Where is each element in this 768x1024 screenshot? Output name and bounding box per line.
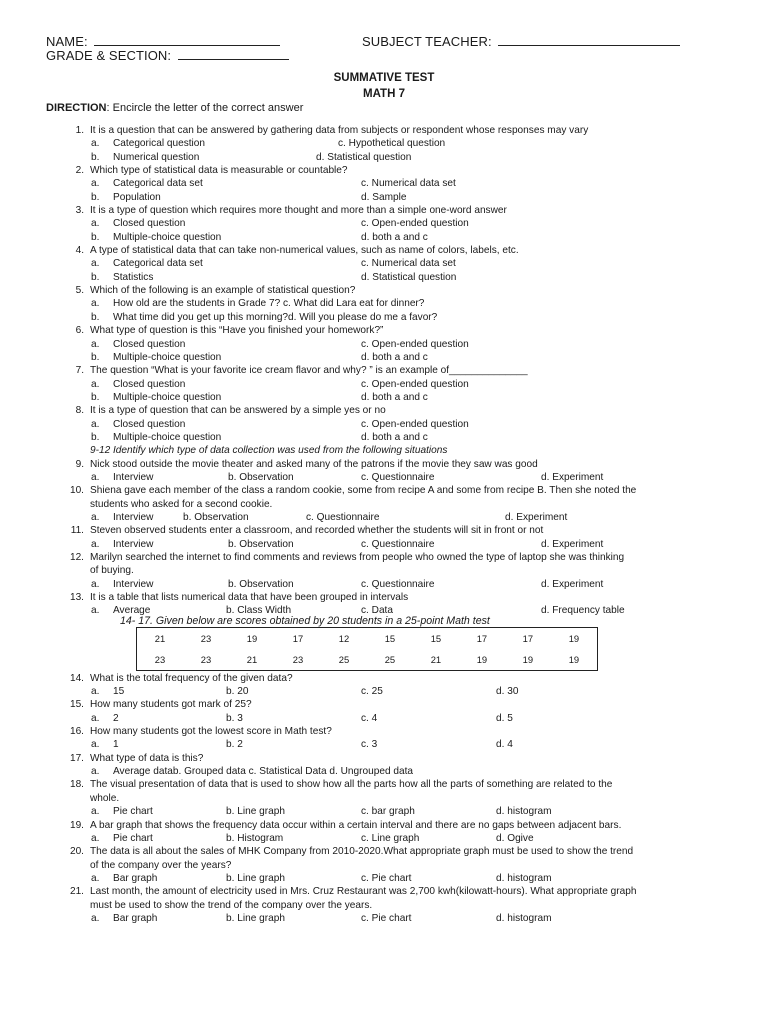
answer-choice[interactable]: b. — [91, 231, 100, 243]
answer-choice[interactable]: Interview — [113, 578, 154, 590]
question-text: of the company over the years? — [90, 859, 232, 871]
question-text-continued — [0, 564, 768, 577]
score-cell: 19 — [568, 653, 580, 665]
answer-choice[interactable]: d. Experiment — [505, 511, 568, 523]
score-cell: 23 — [200, 653, 212, 665]
question-text: What type of data is this? — [90, 752, 204, 764]
answer-choice[interactable]: a. — [91, 578, 100, 590]
score-cell: 21 — [154, 632, 166, 644]
answer-choice[interactable]: b. Observation — [183, 511, 249, 523]
answer-choice[interactable]: d. Ogive — [496, 832, 534, 844]
scores-row — [137, 627, 598, 649]
answer-choice[interactable]: a. — [91, 471, 100, 483]
scores-row — [137, 649, 598, 671]
test-title: SUMMATIVE TEST — [333, 72, 435, 84]
answer-choice[interactable]: a. — [91, 218, 100, 230]
answer-choice[interactable]: d. Experiment — [541, 538, 604, 550]
question-text: It is a type of question which requires more thought and more than a simple one-word answer — [90, 205, 507, 217]
answer-choice[interactable]: Bar graph — [113, 872, 158, 884]
answer-choice[interactable]: d. 4 — [496, 739, 513, 751]
question-text: It is a question that can be answered by gathering data from subjects or respondent whose responses may vary — [90, 125, 589, 136]
answer-choice[interactable]: a. — [91, 138, 100, 150]
choices-line — [0, 311, 768, 324]
question-line — [0, 672, 768, 685]
answer-choice[interactable]: Closed question — [113, 418, 186, 430]
direction-label: DIRECTION — [46, 102, 107, 114]
question-text: A type of statistical data that can take non-numerical values, such as name of colors, labels, etc. — [90, 245, 519, 257]
grade-section-blank[interactable] — [178, 47, 289, 60]
answer-choice[interactable]: a. — [91, 806, 100, 818]
question-number: 15. — [69, 699, 84, 711]
question-line — [0, 324, 768, 337]
question-number: 14. — [69, 672, 84, 684]
name-blank[interactable] — [94, 33, 280, 46]
question-text: What type of question is this “Have you finished your homework?” — [90, 325, 384, 337]
teacher-label: SUBJECT TEACHER: — [362, 34, 492, 49]
question-text-continued — [0, 859, 768, 872]
score-cell: 21 — [246, 653, 258, 665]
answer-choice[interactable]: Categorical question — [113, 138, 206, 150]
answer-choice[interactable]: Bar graph — [113, 912, 158, 924]
question-number: 1. — [75, 125, 84, 136]
choices-line — [0, 271, 768, 284]
choices-line — [0, 738, 768, 751]
answer-choice[interactable]: b. — [91, 151, 100, 163]
question-text: How many students got mark of 25? — [90, 699, 252, 711]
choices-line — [0, 511, 768, 524]
question-number: 13. — [69, 592, 84, 604]
score-cell: 23 — [200, 632, 212, 644]
question-text: of buying. — [90, 565, 134, 577]
answer-choice[interactable]: Categorical data set — [113, 258, 203, 270]
answer-choice[interactable]: b. — [91, 191, 100, 203]
answer-choice[interactable]: Closed question — [113, 338, 186, 350]
choices-line — [0, 151, 768, 164]
answer-choice[interactable]: c. 3 — [361, 739, 378, 751]
answer-choice[interactable]: b. Line graph — [226, 806, 285, 818]
answer-choice[interactable]: b. — [91, 351, 100, 363]
answer-choice[interactable]: a. — [91, 872, 100, 884]
choices-line — [0, 805, 768, 818]
question-number: 19. — [69, 819, 84, 831]
choices-line — [0, 191, 768, 204]
direction-text: : Encircle the letter of the correct answer — [106, 102, 304, 114]
choices-line — [0, 685, 768, 698]
question-number: 18. — [69, 779, 84, 791]
score-cell: 17 — [292, 632, 304, 644]
scores-table-title: 14- 17. Given below are scores obtained by 20 students in a 25-point Math test — [120, 614, 490, 627]
score-cell: 19 — [522, 653, 534, 665]
grade-section-label: GRADE & SECTION: — [46, 48, 172, 63]
question-text: whole. — [90, 792, 120, 804]
answer-choice[interactable]: c. Line graph — [361, 832, 420, 844]
answer-choice[interactable]: Closed question — [113, 218, 186, 230]
answer-choice[interactable]: d. 30 — [496, 686, 519, 698]
answer-choice[interactable]: a. — [91, 832, 100, 844]
question-line — [0, 778, 768, 791]
question-number: 21. — [69, 886, 84, 898]
question-line — [0, 404, 768, 417]
teacher-blank[interactable] — [498, 33, 680, 46]
answer-choice[interactable]: c. Questionnaire — [306, 511, 380, 523]
answer-choice[interactable]: d. Statistical question — [316, 151, 412, 163]
question-text: Shiena gave each member of the class a random cookie, some from recipe A and some from recipe B. Then she noted the — [90, 485, 637, 497]
question-text: Nick stood outside the movie theater and asked many of the patrons if the movie they saw was good — [90, 458, 538, 470]
answer-choice[interactable]: 2 — [113, 712, 119, 724]
answer-choice[interactable]: Interview — [113, 471, 154, 483]
grade-section-field — [46, 47, 289, 63]
choices-line — [0, 338, 768, 351]
answer-choice[interactable]: Multiple-choice question — [113, 391, 222, 403]
question-line — [0, 124, 768, 137]
choices-line — [0, 832, 768, 845]
answer-choice[interactable]: d. both a and c — [361, 431, 428, 443]
answer-choice[interactable]: b. 3 — [226, 712, 243, 724]
answer-choice[interactable]: 1 — [113, 739, 119, 751]
section-instruction — [0, 444, 768, 457]
choices-line — [0, 378, 768, 391]
answer-choice[interactable]: b. Histogram — [226, 832, 284, 844]
question-number: 17. — [69, 752, 84, 764]
choices-line — [0, 231, 768, 244]
answer-choice[interactable]: a. — [91, 605, 100, 617]
answer-choice[interactable]: d. both a and c — [361, 231, 428, 243]
answer-choice[interactable]: d. Frequency table — [541, 605, 625, 617]
answer-choice[interactable]: c. bar graph — [361, 806, 415, 818]
answer-choice[interactable]: b. Observation — [228, 578, 294, 590]
answer-choice[interactable]: Multiple-choice question — [113, 351, 222, 363]
answer-choice[interactable]: a. — [91, 511, 100, 523]
question-number: 12. — [69, 552, 84, 563]
question-text: Last month, the amount of electricity used in Mrs. Cruz Restaurant was 2,700 kwh(kilowatt-hours). What appropriate graph — [90, 886, 637, 898]
answer-choice[interactable]: c. Data — [361, 605, 393, 617]
answer-choice[interactable]: d. histogram — [496, 806, 552, 818]
answer-choice[interactable]: Average datab. Grouped data c. Statistical Data d. Ungrouped data — [113, 766, 414, 778]
answer-choice[interactable]: c. Pie chart — [361, 872, 412, 884]
answer-choice[interactable]: d. both a and c — [361, 351, 428, 363]
answer-choice[interactable]: c. Open-ended question — [361, 218, 469, 230]
answer-choice[interactable]: a. — [91, 766, 100, 778]
answer-choice[interactable]: b. Class Width — [226, 605, 292, 617]
question-text: students who asked for a second cookie. — [90, 498, 273, 510]
answer-choice[interactable]: Interview — [113, 538, 154, 550]
question-text-continued — [0, 498, 768, 511]
answer-choice[interactable]: What time did you get up this morning?d. Will you please do me a favor? — [113, 311, 438, 323]
score-cell: 19 — [476, 653, 488, 665]
question-line — [0, 845, 768, 858]
answer-choice[interactable]: Population — [113, 191, 161, 203]
answer-choice[interactable]: a. — [91, 258, 100, 270]
answer-choice[interactable]: d. Experiment — [541, 471, 604, 483]
question-number: 8. — [75, 405, 84, 417]
question-text-continued — [0, 792, 768, 805]
answer-choice[interactable]: 15 — [113, 686, 125, 698]
score-cell: 23 — [154, 653, 166, 665]
answer-choice[interactable]: d. Experiment — [541, 578, 604, 590]
teacher-field — [362, 33, 680, 49]
choices-line — [0, 257, 768, 270]
answer-choice[interactable]: a. — [91, 338, 100, 350]
answer-choice[interactable]: c. Open-ended question — [361, 338, 469, 350]
answer-choice[interactable]: Pie chart — [113, 806, 153, 818]
answer-choice[interactable]: a. — [91, 712, 100, 724]
test-subject: MATH 7 — [363, 88, 405, 100]
answer-choice[interactable]: b. — [91, 431, 100, 443]
question-line — [0, 284, 768, 297]
question-line — [0, 164, 768, 177]
question-line — [0, 885, 768, 898]
score-cell: 15 — [384, 632, 396, 644]
choices-line — [0, 177, 768, 190]
instruction-text: 9-12 Identify which type of data collection was used from the following situations — [90, 445, 448, 457]
question-line — [0, 524, 768, 537]
question-number: 11. — [70, 525, 84, 537]
question-number: 7. — [75, 365, 84, 377]
answer-choice[interactable]: b. Observation — [228, 538, 294, 550]
answer-choice[interactable]: a. — [91, 538, 100, 550]
score-cell: 19 — [568, 632, 580, 644]
question-number: 3. — [75, 205, 84, 217]
answer-choice[interactable]: d. histogram — [496, 912, 552, 924]
choices-line — [0, 912, 768, 925]
answer-choice[interactable]: Statistics — [113, 271, 154, 283]
question-text: It is a type of question that can be answered by a simple yes or no — [90, 405, 386, 417]
answer-choice[interactable]: c. Questionnaire — [361, 578, 435, 590]
question-list — [0, 124, 768, 925]
score-cell: 25 — [338, 653, 350, 665]
answer-choice[interactable]: d. histogram — [496, 872, 552, 884]
name-label: NAME: — [46, 34, 88, 49]
question-line — [0, 244, 768, 257]
choices-line — [0, 872, 768, 885]
answer-choice[interactable]: a. — [91, 686, 100, 698]
question-text-continued — [0, 899, 768, 912]
choices-line — [0, 137, 768, 150]
answer-choice[interactable]: c. Questionnaire — [361, 471, 435, 483]
answer-choice[interactable]: d. 5 — [496, 712, 513, 724]
question-number: 2. — [75, 165, 84, 177]
choices-line — [0, 431, 768, 444]
answer-choice[interactable]: a. — [91, 418, 100, 430]
question-number: 5. — [75, 285, 84, 297]
answer-choice[interactable]: b. — [91, 391, 100, 403]
answer-choice[interactable]: Categorical data set — [113, 178, 203, 190]
question-text: The question “What is your favorite ice cream flavor and why? ” is an example of______________ — [90, 365, 528, 377]
score-cell: 15 — [430, 632, 442, 644]
question-number: 6. — [75, 325, 84, 337]
answer-choice[interactable]: Numerical question — [113, 151, 200, 163]
answer-choice[interactable]: c. 25 — [361, 686, 383, 698]
answer-choice[interactable]: b. — [91, 311, 100, 323]
answer-choice[interactable]: Multiple-choice question — [113, 431, 222, 443]
question-line — [0, 484, 768, 497]
answer-choice[interactable]: Average — [113, 605, 151, 617]
answer-choice[interactable]: How old are the students in Grade 7? c. What did Lara eat for dinner? — [113, 298, 425, 310]
choices-line — [0, 471, 768, 484]
answer-choice[interactable]: Closed question — [113, 378, 186, 390]
question-line — [0, 752, 768, 765]
question-text: The data is all about the sales of MHK Company from 2010-2020.What appropriate graph must be used to show the trend — [90, 846, 634, 858]
question-text: A bar graph that shows the frequency data occur within a certain interval and there are no gaps between adjacent bars. — [90, 819, 622, 831]
answer-choice[interactable]: b. Observation — [228, 471, 294, 483]
question-number: 9. — [75, 458, 84, 470]
question-text: The visual presentation of data that is used to show how all the parts how all the parts of something are related to the — [90, 779, 613, 791]
score-cell: 25 — [384, 653, 396, 665]
choices-line — [0, 297, 768, 310]
choices-line — [0, 217, 768, 230]
question-text: must be used to show the trend of the company over the years. — [90, 899, 373, 911]
score-cell: 21 — [430, 653, 442, 665]
question-line — [0, 819, 768, 832]
question-number: 20. — [69, 846, 84, 858]
choices-line — [0, 391, 768, 404]
answer-choice[interactable]: b. Line graph — [226, 912, 285, 924]
score-cell: 17 — [522, 632, 534, 644]
question-number: 4. — [75, 245, 84, 257]
score-cell: 19 — [246, 632, 258, 644]
question-line — [0, 698, 768, 711]
answer-choice[interactable]: a. — [91, 298, 100, 310]
question-text: Which type of statistical data is measurable or countable? — [90, 165, 348, 177]
answer-choice[interactable]: b. Line graph — [226, 872, 285, 884]
answer-choice[interactable]: b. 20 — [226, 686, 249, 698]
score-cell: 12 — [338, 632, 350, 644]
answer-choice[interactable]: a. — [91, 739, 100, 751]
answer-choice[interactable]: b. — [91, 271, 100, 283]
answer-choice[interactable]: Multiple-choice question — [113, 231, 222, 243]
answer-choice[interactable]: d. both a and c — [361, 391, 428, 403]
question-text: What is the total frequency of the given data? — [90, 672, 293, 684]
choices-line — [0, 765, 768, 778]
scores-table-block — [0, 614, 768, 672]
answer-choice[interactable]: c. Open-ended question — [361, 378, 469, 390]
answer-choice[interactable]: c. Open-ended question — [361, 418, 469, 430]
scores-table — [136, 627, 598, 671]
question-line — [0, 591, 768, 604]
question-text: Which of the following is an example of statistical question? — [90, 285, 356, 297]
answer-choice[interactable]: d. Sample — [361, 191, 407, 203]
question-text: Marilyn searched the internet to find comments and reviews from people who owned the type of laptop she was thinking — [90, 552, 625, 563]
question-text: Steven observed students enter a classroom, and recorded whether the students will sit in front or not — [90, 525, 544, 537]
answer-choice[interactable]: Pie chart — [113, 832, 153, 844]
answer-choice[interactable]: c. 4 — [361, 712, 378, 724]
answer-choice[interactable]: c. Numerical data set — [361, 178, 456, 190]
answer-choice[interactable]: c. Pie chart — [361, 912, 412, 924]
choices-line — [0, 351, 768, 364]
choices-line — [0, 712, 768, 725]
score-cell: 17 — [476, 632, 488, 644]
direction — [46, 102, 303, 114]
question-line — [0, 458, 768, 471]
answer-choice[interactable]: a. — [91, 912, 100, 924]
choices-line — [0, 418, 768, 431]
question-number: 16. — [69, 726, 84, 738]
question-text: It is a table that lists numerical data that have been grouped in intervals — [90, 592, 409, 604]
answer-choice[interactable]: c. Questionnaire — [361, 538, 435, 550]
choices-line — [0, 538, 768, 551]
question-line — [0, 725, 768, 738]
question-line — [0, 364, 768, 377]
answer-choice[interactable]: a. — [91, 378, 100, 390]
answer-choice[interactable]: b. 2 — [226, 739, 243, 751]
score-cell: 23 — [292, 653, 304, 665]
answer-choice[interactable]: a. — [91, 178, 100, 190]
question-number: 10. — [69, 485, 84, 497]
answer-choice[interactable]: d. Statistical question — [361, 271, 457, 283]
question-text: How many students got the lowest score in Math test? — [90, 726, 332, 738]
answer-choice[interactable]: c. Hypothetical question — [338, 138, 446, 150]
question-line — [0, 204, 768, 217]
answer-choice[interactable]: Interview — [113, 511, 154, 523]
choices-line — [0, 578, 768, 591]
question-line — [0, 551, 768, 564]
answer-choice[interactable]: c. Numerical data set — [361, 258, 456, 270]
